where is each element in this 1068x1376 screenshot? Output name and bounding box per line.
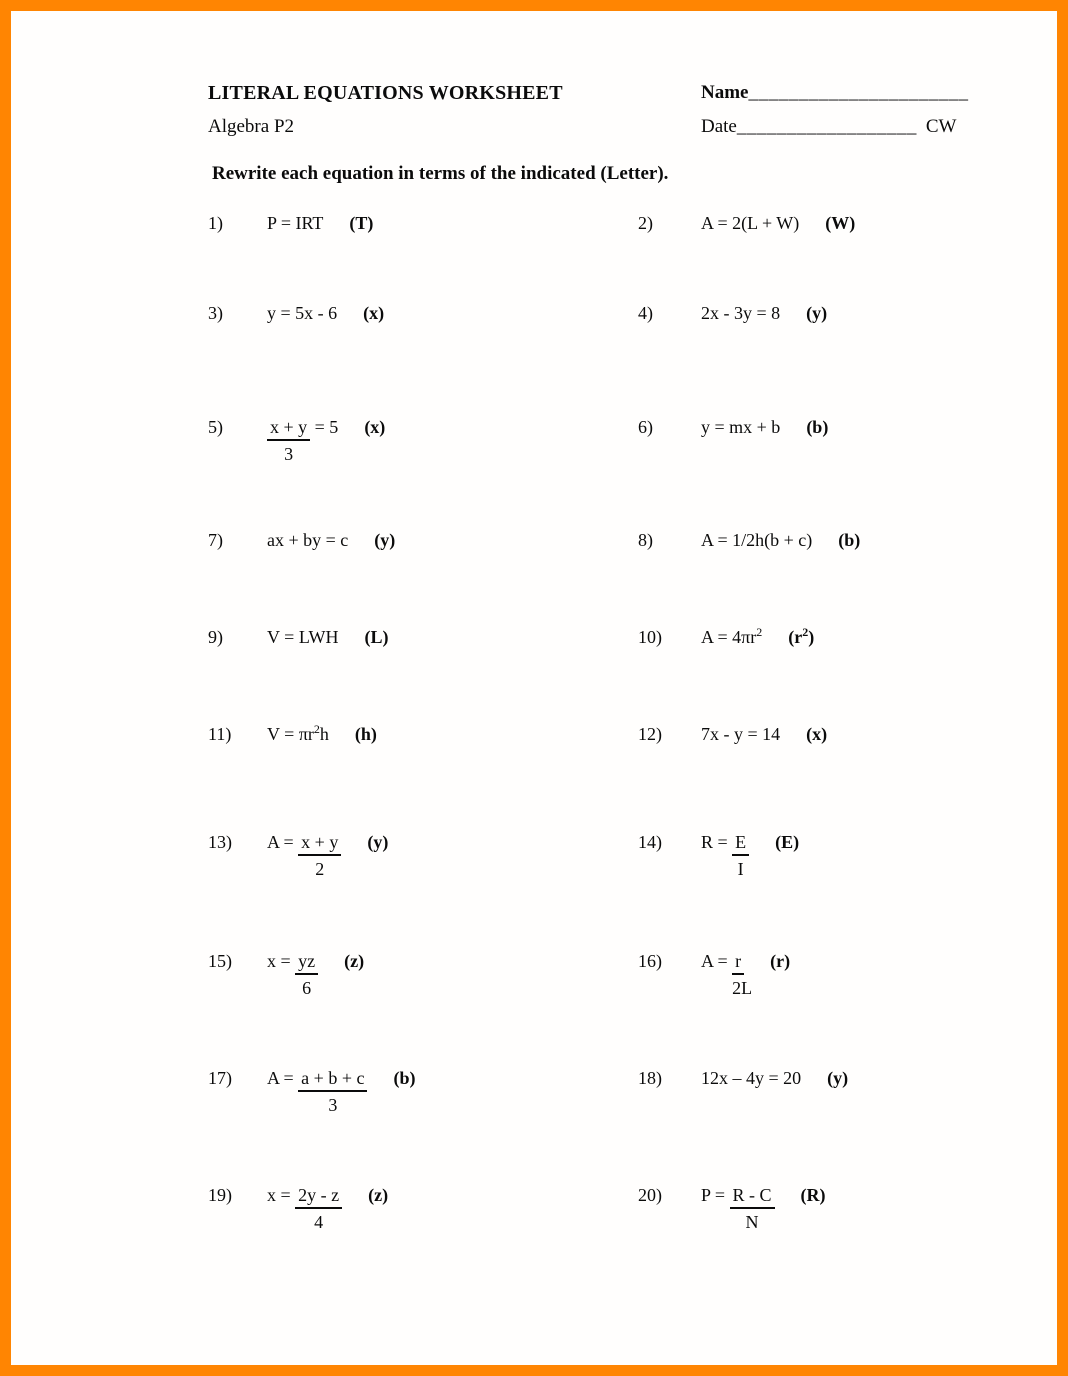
fraction-denominator: N <box>745 1212 759 1232</box>
problem-number: 1) <box>208 213 223 233</box>
problem-row <box>208 212 373 234</box>
problem-equation: 7x - y = 14 <box>701 724 781 744</box>
problem-equation: $x = \frac{2y - z}{4}$ <box>267 1184 342 1209</box>
fraction-denominator: 4 <box>314 1212 324 1232</box>
problem-row <box>638 416 828 438</box>
problem-target-letter: (z) <box>344 951 365 971</box>
problem-row <box>208 831 389 879</box>
problem-equation: $A = \frac{a + b + c}{3}$ <box>267 1067 367 1092</box>
problem-row <box>208 302 384 324</box>
fraction <box>295 950 318 998</box>
problem-equation: 2x - 3y = 8 <box>701 303 781 323</box>
fraction-numerator: 2y - z <box>295 1184 342 1209</box>
fraction-denominator: I <box>737 859 744 879</box>
name-label: Name <box>701 82 749 103</box>
problem-number: 13) <box>208 832 232 852</box>
fraction-denominator: 6 <box>302 978 312 998</box>
fraction-numerator: x + y <box>298 831 341 856</box>
problem-number: 17) <box>208 1068 232 1088</box>
cw-label: CW <box>925 116 957 137</box>
fraction-denominator: 3 <box>328 1095 338 1115</box>
problem-target-letter: $(r^2)$ <box>788 625 815 647</box>
worksheet-title: LITERAL EQUATIONS WORKSHEET <box>208 82 563 104</box>
fraction-numerator: R - C <box>730 1184 775 1209</box>
problem-row <box>638 723 827 745</box>
problem-number: 11) <box>208 724 232 744</box>
problem-row <box>208 529 395 551</box>
problem-target-letter: (x) <box>363 303 385 323</box>
problem-equation: A = 2(L + W) <box>701 213 800 233</box>
problem-equation: $A = 4\pi r^2$ <box>701 625 763 647</box>
problem-target-letter: (y) <box>827 1068 849 1088</box>
problem-target-letter: (b) <box>393 1068 416 1088</box>
problem-number: 15) <box>208 951 232 971</box>
problem-equation: y = 5x - 6 <box>267 303 338 323</box>
problem-row <box>638 626 814 648</box>
problem-number: 4) <box>638 303 653 323</box>
problem-equation: $x = \frac{yz}{6}$ <box>267 950 318 975</box>
problem-equation: V = LWH <box>267 627 339 647</box>
problem-row <box>638 950 791 998</box>
problem-equation: $R = \frac{E}{I}$ <box>701 831 749 856</box>
date-blank-line: __________________ <box>736 116 917 137</box>
problem-number: 14) <box>638 832 662 852</box>
fraction-numerator: a + b + c <box>298 1067 367 1092</box>
problem-target-letter: (y) <box>367 832 389 852</box>
fraction-numerator: yz <box>295 950 318 975</box>
problem-number: 9) <box>208 627 223 647</box>
problem-equation: P = IRT <box>267 213 324 233</box>
fraction-denominator: 2 <box>315 859 325 879</box>
problem-target-letter: (x) <box>806 724 828 744</box>
problem-target-letter: (x) <box>364 417 386 437</box>
problem-number: 18) <box>638 1068 662 1088</box>
problem-row <box>208 416 386 464</box>
problem-target-letter: (z) <box>368 1185 389 1205</box>
problem-row <box>208 626 388 648</box>
name-field <box>701 82 968 104</box>
problem-row <box>638 529 860 551</box>
problem-number: 3) <box>208 303 223 323</box>
problem-row <box>638 831 800 879</box>
date-label: Date <box>701 116 737 137</box>
problem-number: 20) <box>638 1185 662 1205</box>
fraction <box>732 831 749 879</box>
superscript-exponent: 2 <box>313 722 320 736</box>
problem-target-letter: (T) <box>349 213 374 233</box>
problem-row <box>638 1067 848 1089</box>
problem-equation: $\frac{x + y}{3}$ = 5 <box>267 416 338 441</box>
problem-equation: 12x – 4y = 20 <box>701 1068 802 1088</box>
problem-target-letter: (E) <box>775 832 800 852</box>
problem-target-letter: (b) <box>806 417 829 437</box>
fraction-numerator: E <box>732 831 749 856</box>
fraction-numerator: r <box>732 950 744 975</box>
problem-number: 2) <box>638 213 653 233</box>
date-field <box>701 116 956 138</box>
problem-number: 5) <box>208 417 223 437</box>
fraction-denominator: 2L <box>732 978 753 998</box>
problem-equation: $V = \pi r^2h$ <box>267 722 329 744</box>
problem-row <box>208 1067 416 1115</box>
fraction <box>732 950 753 998</box>
problem-equation: $P = \frac{R - C}{N}$ <box>701 1184 775 1209</box>
problem-target-letter: (y) <box>806 303 828 323</box>
problem-equation: A = 1/2h(b + c) <box>701 530 813 550</box>
fraction-denominator: 3 <box>284 444 294 464</box>
problem-row <box>208 950 365 998</box>
superscript-exponent: 2 <box>802 625 809 639</box>
problem-row <box>208 723 377 745</box>
problem-row <box>638 212 855 234</box>
problem-equation: $A = \frac{x + y}{2}$ <box>267 831 341 856</box>
instructions-text: Rewrite each equation in terms of the indicated (Letter). <box>212 163 669 184</box>
problem-row <box>638 302 827 324</box>
problem-number: 8) <box>638 530 653 550</box>
problem-target-letter: (L) <box>364 627 389 647</box>
problem-target-letter: (b) <box>838 530 861 550</box>
problem-number: 19) <box>208 1185 232 1205</box>
problem-number: 7) <box>208 530 223 550</box>
problem-number: 16) <box>638 951 662 971</box>
problem-number: 10) <box>638 627 662 647</box>
problem-equation: $A = \frac{r}{2L}$ <box>701 951 753 998</box>
problem-target-letter: (R) <box>800 1185 826 1205</box>
problem-number: 12) <box>638 724 662 744</box>
problem-equation: ax + by = c <box>267 530 349 550</box>
problem-number: 6) <box>638 417 653 437</box>
name-blank-line: ______________________ <box>748 82 969 103</box>
problem-target-letter: (y) <box>374 530 396 550</box>
problem-target-letter: (r) <box>770 951 791 971</box>
superscript-exponent: 2 <box>756 625 763 639</box>
course-label: Algebra P2 <box>208 116 295 137</box>
fraction-numerator: x + y <box>267 416 310 441</box>
problem-row <box>638 1184 826 1232</box>
problem-target-letter: (W) <box>825 213 856 233</box>
problem-equation: y = mx + b <box>701 417 781 437</box>
problem-row <box>208 1184 389 1232</box>
problem-target-letter: (h) <box>354 724 377 744</box>
